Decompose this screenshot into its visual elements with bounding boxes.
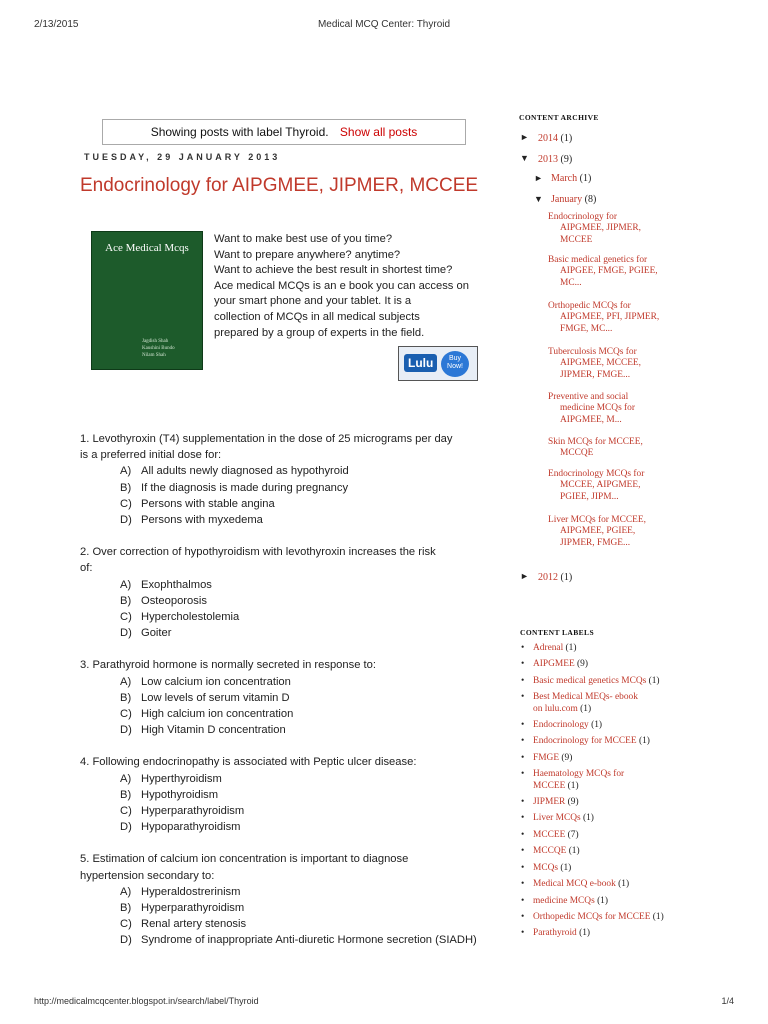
answer-option [120, 674, 480, 690]
book-cover-image[interactable] [91, 231, 203, 370]
label-link[interactable]: • AIPGMEE (9) [520, 659, 750, 670]
option-key: D) [120, 934, 132, 947]
collapsed-triangle-icon[interactable]: ► [520, 571, 529, 581]
question-text: 3. Parathyroid hormone is normally secreted in response to: [80, 659, 376, 672]
label-link[interactable]: • medicine MCQs (1) [520, 896, 750, 907]
label-count: (1) [618, 879, 630, 890]
option-text: Persons with stable angina [141, 497, 275, 510]
content-archive [519, 113, 749, 583]
label-count: (1) [580, 703, 592, 714]
question-text: 4. Following endocrinopathy is associated with Peptic ulcer disease: [80, 756, 417, 769]
lulu-buy-now-button[interactable] [398, 346, 478, 381]
label-link[interactable]: • Medical MCQ e-book (1) [520, 879, 750, 890]
option-key: B) [120, 788, 132, 801]
book-title: Ace Medical Mcqs [105, 242, 189, 254]
option-list [80, 577, 480, 642]
option-key: B) [120, 902, 132, 915]
label-link[interactable]: • JIPMER (9) [520, 797, 750, 808]
question-list [80, 431, 480, 965]
option-text: High Vitamin D concentration [141, 724, 286, 737]
archive-post-link[interactable]: Tuberculosis MCQs for AIPGMEE, MCCEE, JIPMER, FMGE... [548, 347, 641, 380]
answer-option [120, 819, 480, 835]
label-count: (1) [567, 780, 579, 791]
option-list [80, 771, 480, 836]
option-key: C) [120, 708, 132, 721]
option-key: A) [120, 772, 132, 785]
label-count: (1) [597, 895, 608, 906]
archive-post-link[interactable]: Preventive and social medicine MCQs for AIPGMEE, M... [548, 392, 635, 425]
option-text: Exophthalmos [141, 578, 212, 591]
option-text: Hypothyroidism [141, 788, 219, 801]
option-text: Goiter [141, 627, 172, 640]
show-all-posts-link[interactable]: Show all posts [339, 125, 418, 139]
option-list [80, 884, 480, 949]
label-count: (1) [565, 643, 577, 653]
label-count: (9) [577, 659, 588, 670]
lulu-logo: Lulu [404, 354, 437, 372]
print-url: http://medicalmcqcenter.blogspot.in/search/label/Thyroid [34, 996, 259, 1006]
archive-post-link[interactable]: Basic medical genetics for AIPGEE, FMGE, PGIEE, MC... [548, 255, 658, 288]
archive-month-march[interactable]: March (1) [551, 173, 592, 184]
label-link[interactable]: • Endocrinology (1) [520, 720, 750, 731]
option-text: Hyperparathyroidism [141, 902, 245, 915]
label-count: (1) [583, 813, 594, 824]
label-link[interactable]: • Adrenal (1) [520, 643, 750, 654]
book-authors: Jagdish Shah Kaushini Bundo Nilam Shah [142, 339, 175, 358]
question-item [80, 657, 480, 738]
option-text: High calcium ion concentration [141, 708, 294, 721]
question-item [80, 544, 480, 641]
label-count: (1) [638, 736, 650, 747]
option-key: C) [120, 497, 132, 510]
post-title[interactable]: Endocrinology for AIPGMEE, JIPMER, MCCEE [80, 175, 479, 196]
question-item [80, 754, 480, 835]
label-link[interactable]: • Endocrinology for MCCEE (1) [520, 736, 750, 747]
question-item [80, 851, 480, 948]
option-text: Osteoporosis [141, 594, 207, 607]
label-count: (1) [591, 720, 603, 731]
option-text: All adults newly diagnosed as hypothyroid [141, 465, 349, 478]
label-count: (1) [568, 846, 580, 857]
option-text: Hyperthyroidism [141, 772, 222, 785]
archive-year-2014[interactable]: 2014 (1) [538, 133, 573, 144]
answer-option [120, 480, 480, 496]
option-key: D) [120, 821, 132, 834]
answer-option [120, 625, 480, 641]
answer-option [120, 463, 480, 479]
archive-year-2012[interactable]: 2012 (1) [538, 572, 573, 583]
answer-option [120, 512, 480, 528]
archive-post-link[interactable]: Skin MCQs for MCCEE, MCCQE [548, 437, 643, 459]
option-key: C) [120, 805, 132, 818]
answer-option [120, 593, 480, 609]
option-text: Syndrome of inappropriate Anti-diuretic Hormone secretion (SIADH) [141, 934, 477, 947]
labels-heading: CONTENT LABELS [520, 628, 595, 637]
answer-option [120, 916, 480, 932]
option-list [80, 674, 480, 739]
question-text: 1. Levothyroxin (T4) supplementation in the dose of 25 micrograms per day is a preferred initial dose for: [80, 433, 453, 462]
label-count: (9) [561, 752, 573, 763]
expanded-triangle-icon[interactable]: ▼ [534, 194, 543, 204]
status-label: Showing posts with label Thyroid. [150, 125, 329, 139]
option-text: Hyperparathyroidism [141, 805, 245, 818]
expanded-triangle-icon[interactable]: ▼ [520, 153, 529, 163]
answer-option [120, 787, 480, 803]
answer-option [120, 690, 480, 706]
option-key: A) [120, 465, 132, 478]
question-item [80, 431, 480, 528]
answer-option [120, 609, 480, 625]
option-key: B) [120, 594, 132, 607]
label-link[interactable]: • MCCEE (7) [520, 830, 750, 841]
answer-option [120, 771, 480, 787]
answer-option [120, 706, 480, 722]
collapsed-triangle-icon[interactable]: ► [534, 173, 543, 183]
label-count: (7) [567, 829, 579, 840]
print-page-number: 1/4 [721, 996, 734, 1006]
label-status-box [102, 119, 466, 145]
label-link[interactable]: • Liver MCQs (1) [520, 813, 750, 824]
option-key: B) [120, 691, 132, 704]
buy-now-badge: Buy Now! [441, 351, 469, 377]
option-text: If the diagnosis is made during pregnancy [141, 481, 349, 494]
answer-option [120, 884, 480, 900]
option-key: A) [120, 578, 132, 591]
post-intro: Want to make best use of you time? Want to prepare anywhere? anytime? Want to achieve the best result in shortest time? Ace medical MCQs is an e book you can access on your smart phone and your tablet. It is a collection of MCQs in all medical subjects prepared by a group of experts in the field. [214, 233, 469, 339]
archive-post-link[interactable]: Endocrinology for AIPGMEE, JIPMER, MCCEE [548, 212, 641, 245]
option-text: Low levels of serum vitamin D [141, 691, 290, 704]
question-text: 5. Estimation of calcium ion concentration is important to diagnose hypertension secondary to: [80, 853, 409, 882]
option-list [80, 463, 480, 528]
archive-year-2013[interactable]: 2013 (9) [538, 154, 573, 165]
archive-post-link[interactable]: Orthopedic MCQs for AIPGMEE, PFI, JIPMER, FMGE, MC... [548, 301, 660, 334]
archive-post-link[interactable]: Endocrinology MCQs for MCCEE, AIPGMEE, PGIEE, JIPM... [548, 469, 645, 502]
option-key: A) [120, 675, 132, 688]
label-link[interactable]: • Basic medical genetics MCQs (1) [520, 676, 750, 687]
archive-post-link[interactable]: Liver MCQs for MCCEE, AIPGMEE, PGIEE, JIPMER, FMGE... [548, 515, 646, 548]
label-count: (9) [567, 797, 579, 808]
option-key: C) [120, 611, 132, 624]
label-link[interactable]: • Best Medical MEQs- ebook on lulu.com (1) [520, 692, 750, 715]
label-link[interactable]: • FMGE (9) [520, 753, 750, 764]
option-text: Hyperaldostrerinism [141, 885, 241, 898]
label-link[interactable]: • Orthopedic MCQs for MCCEE (1) [520, 912, 750, 923]
label-link[interactable]: • MCQs (1) [520, 863, 750, 874]
option-key: C) [120, 918, 132, 931]
option-key: D) [120, 514, 132, 527]
label-count: (1) [560, 862, 572, 873]
label-count: (1) [648, 675, 660, 686]
answer-option [120, 722, 480, 738]
option-text: Hypoparathyroidism [141, 821, 241, 834]
label-count: (1) [652, 911, 664, 922]
option-key: B) [120, 481, 132, 494]
answer-option [120, 803, 480, 819]
answer-option [120, 577, 480, 593]
question-text: 2. Over correction of hypothyroidism with levothyroxin increases the risk of: [80, 546, 436, 575]
archive-month-january[interactable]: January (8) [551, 194, 597, 205]
label-link[interactable]: • Parathyroid (1) [520, 928, 750, 939]
option-key: D) [120, 724, 132, 737]
post-date-header: TUESDAY, 29 JANUARY 2013 [84, 152, 281, 162]
answer-option [120, 900, 480, 916]
archive-heading: CONTENT ARCHIVE [519, 113, 599, 122]
option-text: Persons with myxedema [141, 514, 263, 527]
content-labels [520, 628, 750, 945]
label-count: (1) [579, 928, 591, 939]
collapsed-triangle-icon[interactable]: ► [520, 132, 529, 142]
answer-option [120, 496, 480, 512]
option-key: D) [120, 627, 132, 640]
option-text: Renal artery stenosis [141, 918, 247, 931]
answer-option [120, 932, 480, 948]
label-link[interactable]: • MCCQE (1) [520, 846, 750, 857]
option-key: A) [120, 885, 132, 898]
print-date: 2/13/2015 [34, 19, 79, 30]
option-text: Hypercholestolemia [141, 611, 240, 624]
print-page-title: Medical MCQ Center: Thyroid [317, 19, 451, 30]
label-link[interactable]: • Haematology MCQs for MCCEE (1) [520, 769, 750, 792]
option-text: Low calcium ion concentration [141, 675, 291, 688]
